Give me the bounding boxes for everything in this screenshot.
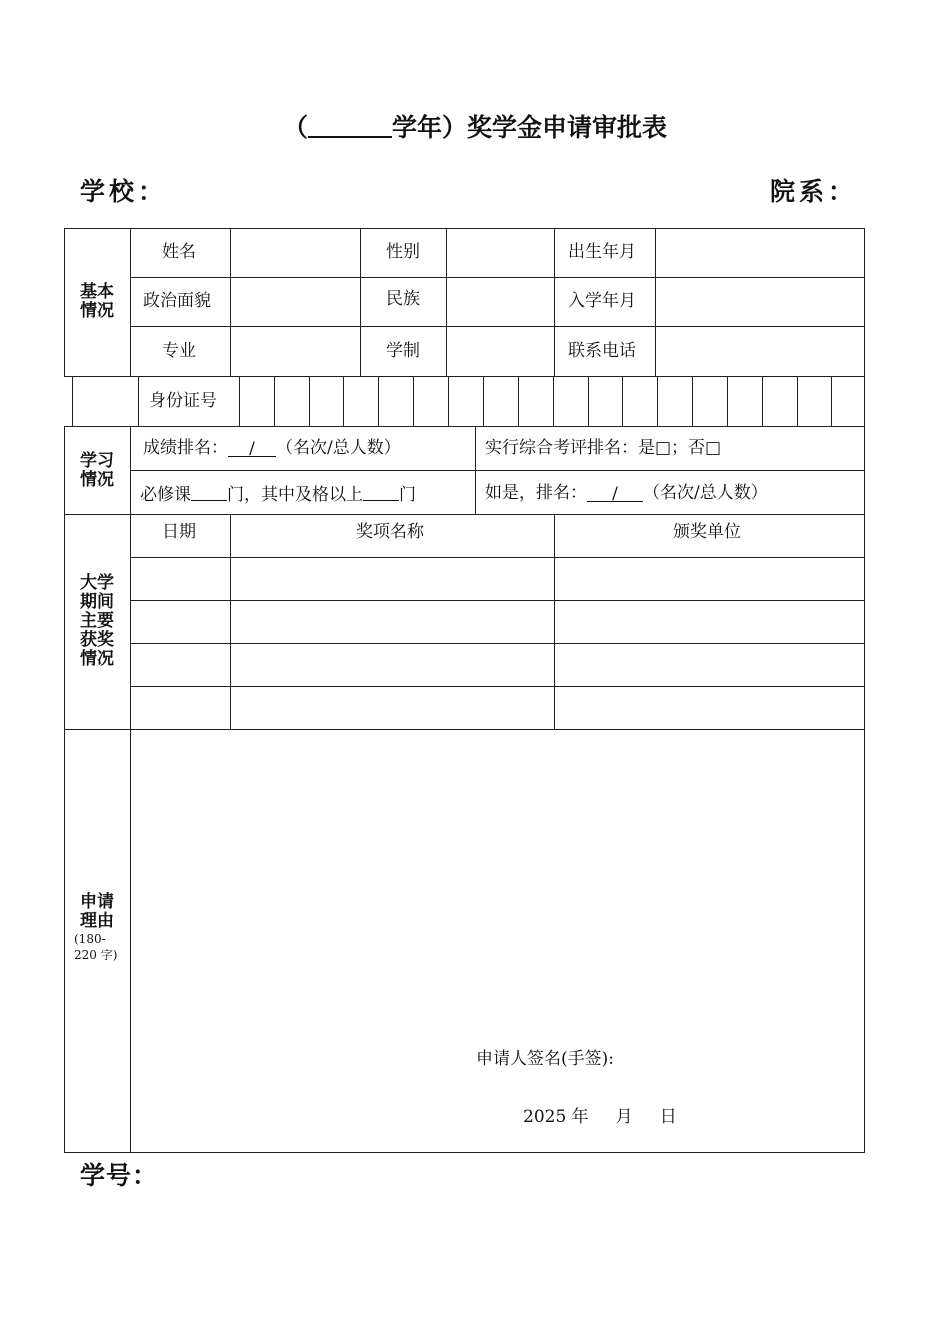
award-date-header: 日期 (162, 522, 196, 542)
if-yes-rank-line: 如是，排名： / （名次/总人数） (485, 483, 768, 504)
applicant-signature-label: 申请人签名(手签): (476, 1049, 614, 1069)
ethnicity-field[interactable] (447, 278, 553, 325)
award-row[interactable] (131, 601, 864, 643)
academic-year-blank[interactable] (308, 112, 392, 138)
gender-field[interactable] (447, 229, 553, 276)
department-label: 院系： (770, 177, 858, 206)
awards-section-label: 大学 期间 主要 获奖 情况 (80, 573, 114, 669)
award-row[interactable] (131, 644, 864, 686)
enrollment-date-label: 入学年月 (568, 291, 636, 311)
eval-rank-blank[interactable]: / (587, 484, 643, 502)
program-length-label: 学制 (386, 341, 420, 361)
student-id-label: 学号： (80, 1161, 159, 1190)
basic-info-section-label: 基本 情况 (80, 282, 114, 321)
id-number-label: 身份证号 (149, 391, 217, 411)
school-label: 学校： (80, 177, 168, 206)
title-text: 学年）奖学金申请审批表 (392, 113, 668, 142)
reason-text-area[interactable] (131, 730, 864, 1030)
phone-label: 联系电话 (568, 341, 636, 361)
grade-rank-blank[interactable]: / (228, 439, 276, 457)
birth-date-label: 出生年月 (568, 242, 636, 262)
signature-date: 2025 年 月 日 (523, 1107, 677, 1127)
ethnicity-label: 民族 (386, 289, 420, 309)
program-length-field[interactable] (447, 327, 553, 375)
enrollment-date-field[interactable] (656, 278, 863, 325)
major-field[interactable] (231, 327, 359, 375)
title-open-paren: （ (282, 113, 308, 142)
id-number-boxes[interactable] (240, 377, 864, 425)
comprehensive-eval-line[interactable]: 实行综合考评排名：是□；否□ (485, 438, 722, 458)
name-label: 姓名 (162, 242, 196, 262)
grade-rank-line: 成绩排名： / （名次/总人数） (143, 438, 401, 459)
required-courses-line: 必修课 门，其中及格以上 门 (140, 485, 416, 505)
word-limit-note: (180- 220 字) (74, 932, 118, 962)
award-row[interactable] (131, 558, 864, 600)
study-section-label: 学习 情况 (80, 451, 114, 490)
form-title (0, 108, 950, 144)
required-courses-count-blank[interactable] (191, 483, 227, 501)
gender-label: 性别 (386, 242, 420, 262)
birth-date-field[interactable] (656, 229, 863, 276)
political-status-label: 政治面貌 (143, 291, 211, 311)
passed-courses-count-blank[interactable] (363, 483, 399, 501)
political-status-field[interactable] (231, 278, 359, 325)
award-name-header: 奖项名称 (356, 522, 424, 542)
award-issuer-header: 颁奖单位 (673, 522, 741, 542)
reason-section-label: 申请 理由 (180- 220 字) (64, 893, 130, 963)
name-field[interactable] (231, 229, 359, 276)
award-row[interactable] (131, 687, 864, 729)
phone-field[interactable] (656, 327, 863, 375)
major-label: 专业 (162, 341, 196, 361)
